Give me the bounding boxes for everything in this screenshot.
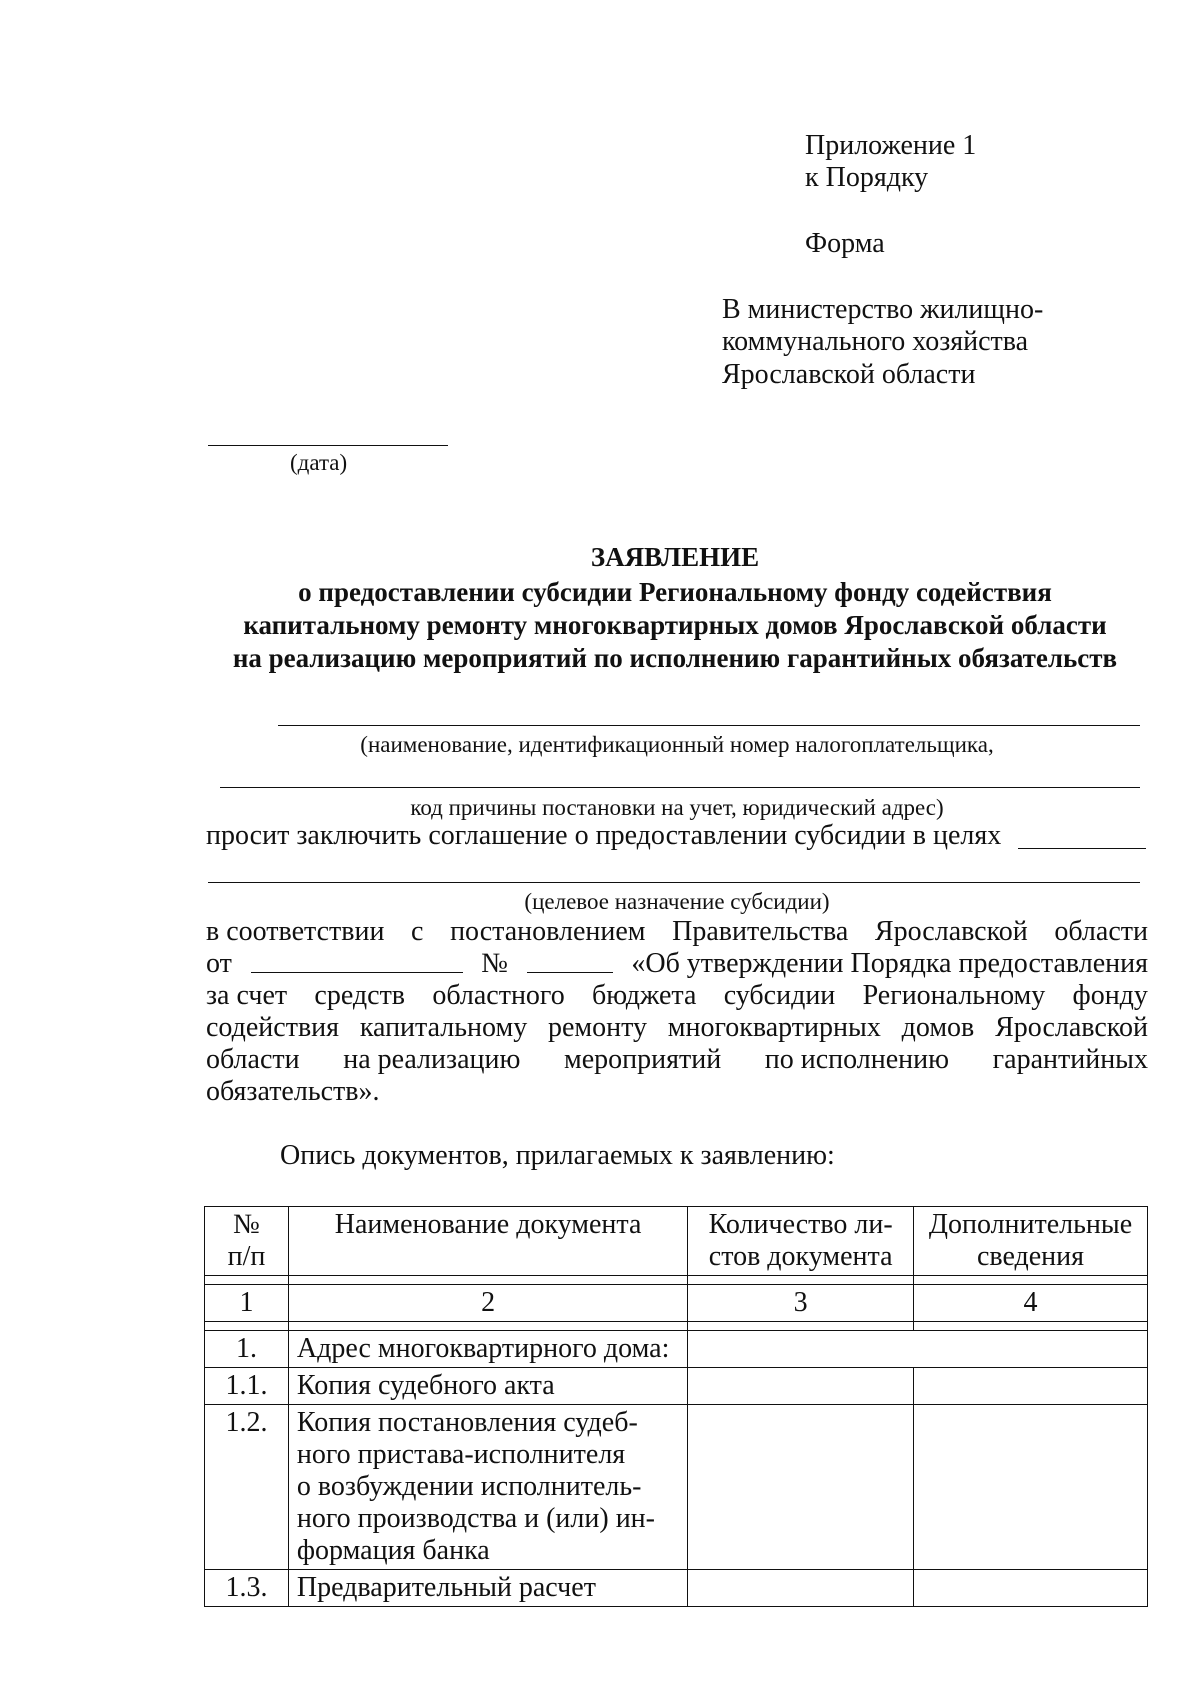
header-sheet-count: Количество ли- стов документа [688, 1207, 914, 1276]
table-row: 1.2. Копия постановления судеб- ного пристава-исполнителя о возбуждении исполнитель- ного производства и (или) ин- формация банка [205, 1405, 1148, 1570]
documents-table [204, 1206, 1148, 1607]
name-inn-caption: (наименование, идентификационный номер налогоплательщика, [360, 732, 994, 757]
empty-cell [914, 1405, 1148, 1570]
table-header-row [205, 1207, 1148, 1276]
applicant-address-line [220, 787, 1140, 788]
table-row: 1. Адрес многоквартирного дома: [205, 1331, 1148, 1368]
body-line-2: от № «Об утверждении Порядка предоставления [206, 948, 1148, 979]
kpp-address-caption: код причины постановки на учет, юридический адрес) [410, 795, 944, 820]
purpose-blank-line [208, 882, 1140, 883]
body-line-6: обязательств». [206, 1076, 380, 1107]
appendix-label: Приложение 1 [805, 130, 977, 161]
body-line-3: за счет средств областного бюджета субсидии Региональному фонду [206, 980, 1148, 1011]
body-line-5: области на реализацию мероприятий по исполнению гарантийных [206, 1044, 1148, 1075]
empty-cell [914, 1570, 1148, 1607]
form-label: Форма [805, 228, 885, 259]
empty-cell [688, 1405, 914, 1570]
date-blank-line [208, 445, 448, 446]
table-row: 1.1. Копия судебного акта [205, 1368, 1148, 1405]
resolution-number-blank [527, 948, 613, 973]
purpose-caption: (целевое назначение субсидии) [524, 889, 830, 914]
purpose-blank-inline [1018, 848, 1146, 849]
body-line-4: содействия капитальному ремонту многоквартирных домов Ярославской [206, 1012, 1148, 1043]
table-row: 1.3. Предварительный расчет [205, 1570, 1148, 1607]
header-additional-info: Дополнительные сведения [914, 1207, 1148, 1276]
body-line-1: в соответствии с постановлением Правительства Ярославской области [206, 916, 1148, 947]
empty-cell [688, 1331, 1148, 1368]
body-paragraph [206, 916, 1148, 1108]
empty-cell [688, 1570, 914, 1607]
column-number-row: 1 2 3 4 [205, 1285, 1148, 1322]
title-line-4: на реализацию мероприятий по исполнению гарантийных обязательств [232, 643, 1118, 673]
empty-cell [914, 1368, 1148, 1405]
header-number: № п/п [205, 1207, 289, 1276]
addressee-line-3: Ярославской области [722, 359, 976, 390]
column-number-gap [205, 1322, 1148, 1331]
header-gap [205, 1276, 1148, 1285]
addressee-line-2: коммунального хозяйства [722, 326, 1029, 357]
header-document-name: Наименование документа [288, 1207, 687, 1276]
addressee-line-1: В министерство жилищно- [722, 294, 1044, 325]
title-line-2: о предоставлении субсидии Региональному фонду содействия [298, 577, 1052, 607]
title-line-3: капитальному ремонту многоквартирных домов Ярославской области [243, 610, 1107, 640]
request-text: просит заключить соглашение о предоставлении субсидии в целях [206, 820, 1002, 851]
date-caption: (дата) [290, 450, 348, 475]
empty-cell [688, 1368, 914, 1405]
resolution-date-blank [251, 948, 463, 973]
document-title: ЗАЯВЛЕНИЕ [590, 542, 760, 572]
applicant-name-line [278, 725, 1140, 726]
inventory-heading: Опись документов, прилагаемых к заявлению: [280, 1140, 835, 1171]
order-reference: к Порядку [805, 162, 929, 193]
